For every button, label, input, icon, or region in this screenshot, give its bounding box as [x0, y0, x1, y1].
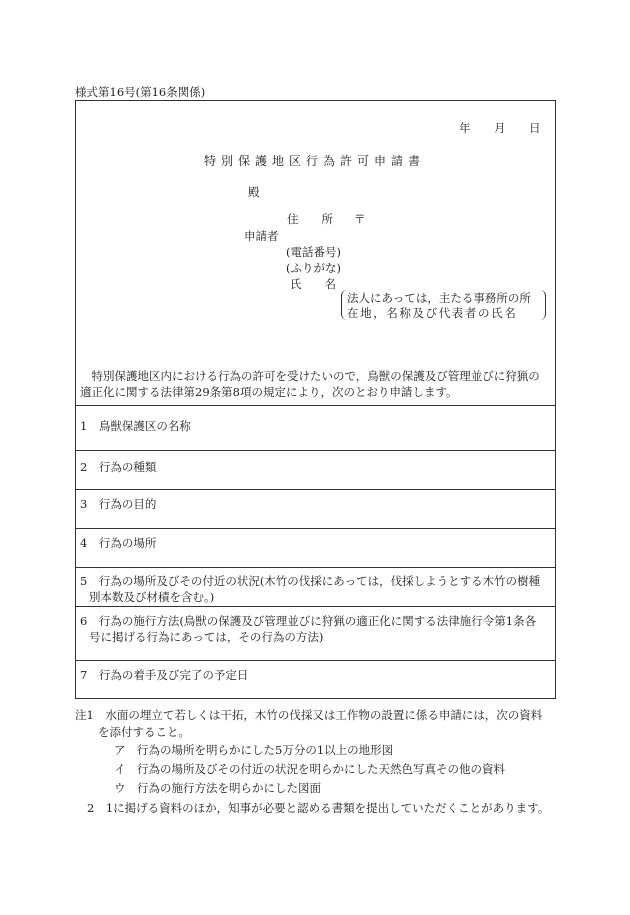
- phone-label: (電話番号): [286, 245, 341, 259]
- row-divider: [75, 567, 556, 568]
- note-1-line1: 注1 水面の埋立て若しくは干拓，木竹の伐採又は工作物の設置に係る申請には，次の資料: [75, 708, 543, 722]
- address-label: 住 所: [287, 212, 333, 226]
- name-label: 氏 名: [290, 277, 336, 291]
- row-divider: [75, 528, 556, 529]
- row-divider: [75, 405, 556, 406]
- intro-text-line2: 適正化に関する法律第29条第8項の規定により，次のとおり申請します。: [80, 385, 458, 399]
- date-month-label: 月: [494, 121, 506, 135]
- corporate-note-line1: 法人にあっては，主たる事務所の所: [347, 291, 531, 305]
- row-divider: [75, 489, 556, 490]
- addressee-suffix: 殿: [248, 185, 260, 199]
- item-5-label-line2: 別本数及び材積を含む。): [89, 590, 215, 604]
- item-1-label: 1 鳥獣保護区の名称: [80, 419, 191, 433]
- note-1-sub-i: イ 行為の場所及びその付近の状況を明らかにした天然色写真その他の資料: [114, 762, 505, 776]
- item-6-label-line1: 6 行為の施行方法(鳥獣の保護及び管理並びに狩猟の適正化に関する法律施行令第1条各: [80, 614, 537, 628]
- furigana-label: (ふりがな): [286, 261, 341, 275]
- row-divider: [75, 660, 556, 661]
- form-title: 特別保護地区行為許可申請書: [204, 154, 426, 168]
- item-4-label: 4 行為の場所: [80, 536, 157, 550]
- applicant-label: 申請者: [244, 229, 279, 243]
- note-1-line2: を添付すること。: [98, 725, 190, 739]
- row-divider: [75, 450, 556, 451]
- note-1-sub-a: ア 行為の場所を明らかにした5万分の1以上の地形図: [114, 743, 394, 757]
- item-7-label: 7 行為の着手及び完了の予定日: [80, 668, 249, 682]
- postal-mark: 〒: [354, 212, 366, 226]
- note-2: 2 1に掲げる資料のほか，知事が必要と認める書類を提出していただくことがあります。: [87, 801, 550, 815]
- item-6-label-line2: 号に掲げる行為にあっては，その行為の方法): [89, 630, 324, 644]
- intro-text-line1: 特別保護地区内における行為の許可を受けたいので，鳥獣の保護及び管理並びに狩猟の: [80, 369, 540, 383]
- item-3-label: 3 行為の目的: [80, 497, 157, 511]
- item-2-label: 2 行為の種類: [80, 460, 157, 474]
- corporate-note-line2: 在地，名称及び代表者の氏名: [347, 306, 518, 320]
- item-5-label-line1: 5 行為の場所及びその付近の状況(木竹の伐採にあっては，伐採しようとする木竹の樹種: [80, 574, 541, 588]
- date-day-label: 日: [529, 121, 541, 135]
- date-year-label: 年: [459, 121, 471, 135]
- row-divider: [75, 606, 556, 607]
- note-1-sub-u: ウ 行為の施行方法を明らかにした図面: [114, 781, 321, 795]
- form-number-label: 様式第16号(第16条関係): [75, 85, 206, 99]
